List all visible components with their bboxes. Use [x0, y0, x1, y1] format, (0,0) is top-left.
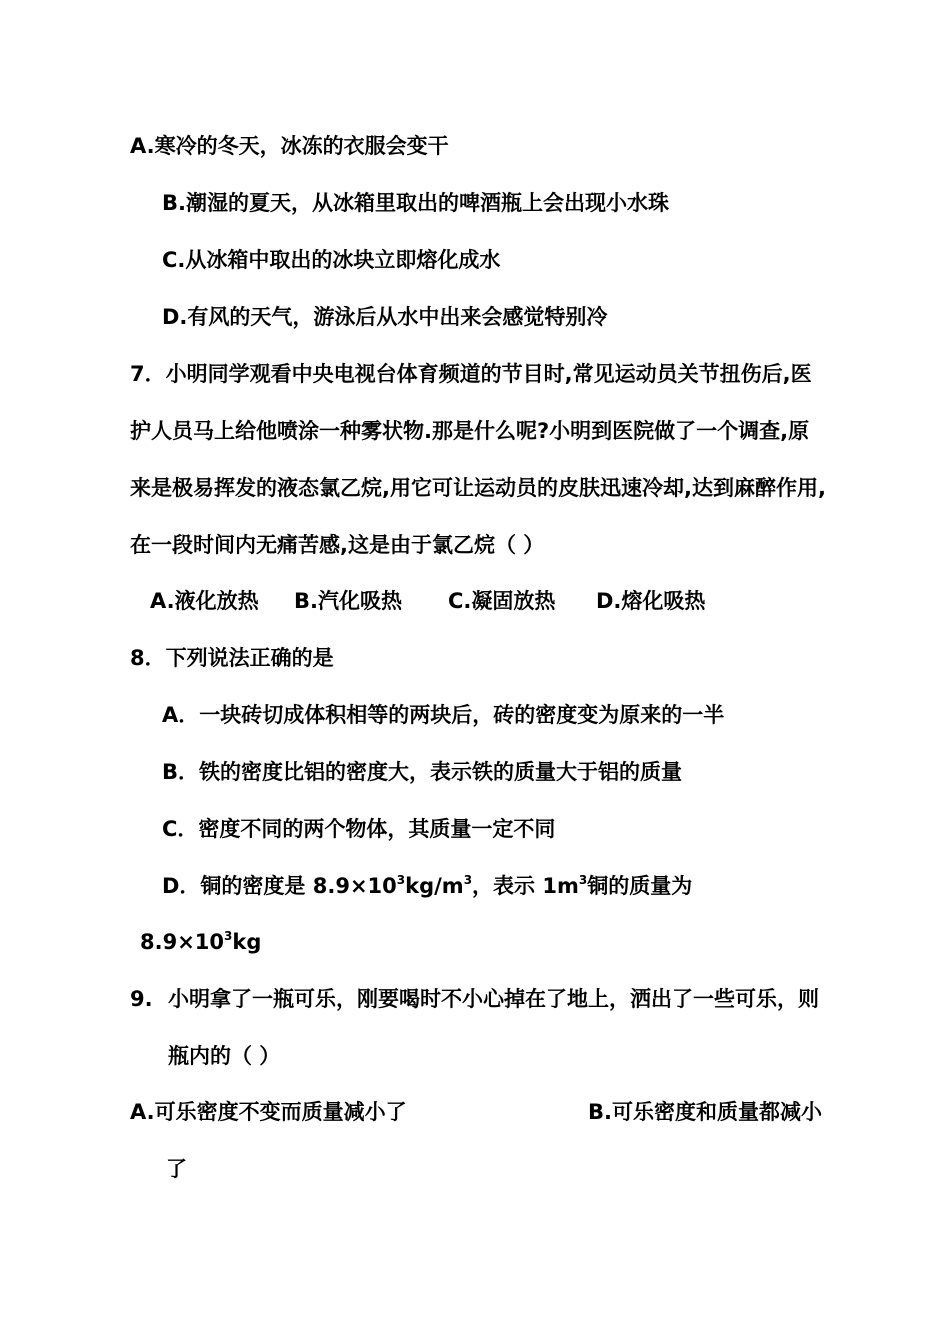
q8-option-d-text-4: 铜的质量为: [587, 874, 693, 898]
q8-stem: 8．下列说法正确的是: [130, 646, 334, 670]
q7-option-a: A.液化放热: [150, 589, 259, 613]
q7-stem-line-2: 护人员马上给他喷涂一种雾状物.那是什么呢?小明到医院做了一个调查,原: [130, 419, 810, 443]
q8-option-d-text-3: ，表示 1m: [472, 874, 579, 898]
q8-option-d-cont-unit: kg: [232, 930, 262, 954]
q6-option-a: A.寒冷的冬天，冰冻的衣服会变干: [130, 134, 449, 158]
q9-stem-line-2: 瓶内的（ ）: [168, 1044, 281, 1068]
q8-option-d-exponent-3: 3: [578, 873, 588, 887]
q7-stem-line-1: 7．小明同学观看中央电视台体育频道的节目时,常见运动员关节扭伤后,医: [130, 362, 812, 386]
q8-option-d: [162, 871, 692, 901]
q9-option-a: A.可乐密度不变而质量减小了: [130, 1100, 407, 1124]
q8-option-d-cont-value: 8.9×10: [140, 930, 225, 954]
q7-option-c: C.凝固放热: [448, 589, 556, 613]
q8-option-d-text-2: kg/m: [405, 874, 464, 898]
q8-option-c: C．密度不同的两个物体，其质量一定不同: [162, 817, 556, 841]
q9-stem-line-1: 小明拿了一瓶可乐，刚要喝时不小心掉在了地上，洒出了一些可乐，则: [168, 987, 819, 1011]
q7-stem-line-3: 来是极易挥发的液态氯乙烷,用它可让运动员的皮肤迅速冷却,达到麻醉作用,: [130, 476, 826, 500]
q7-option-d: D.熔化吸热: [596, 589, 706, 613]
q8-option-b: B．铁的密度比铝的密度大，表示铁的质量大于铝的质量: [162, 760, 683, 784]
q8-option-d-text-1: D．铜的密度是 8.9×10: [162, 874, 397, 898]
q9-option-b: B.可乐密度和质量都减小: [588, 1100, 822, 1124]
q9-number: 9.: [130, 987, 153, 1011]
q8-option-d-continuation: [140, 927, 261, 957]
q7-stem-line-4: 在一段时间内无痛苦感,这是由于氯乙烷（ ）: [130, 533, 545, 557]
q8-option-d-exponent-1: 3: [396, 873, 406, 887]
q6-option-c: C.从冰箱中取出的冰块立即熔化成水: [162, 248, 501, 272]
q9-option-b-continuation: 了: [166, 1157, 187, 1181]
q8-option-d-exponent-2: 3: [463, 873, 473, 887]
q6-option-d: D.有风的天气，游泳后从水中出来会感觉特别冷: [162, 305, 608, 329]
q8-option-a: A．一块砖切成体积相等的两块后，砖的密度变为原来的一半: [162, 703, 725, 727]
q7-option-b: B.汽化吸热: [294, 589, 402, 613]
q8-option-d-cont-exponent: 3: [224, 929, 233, 943]
q6-option-b: B.潮湿的夏天，从冰箱里取出的啤酒瓶上会出现小水珠: [162, 191, 669, 215]
